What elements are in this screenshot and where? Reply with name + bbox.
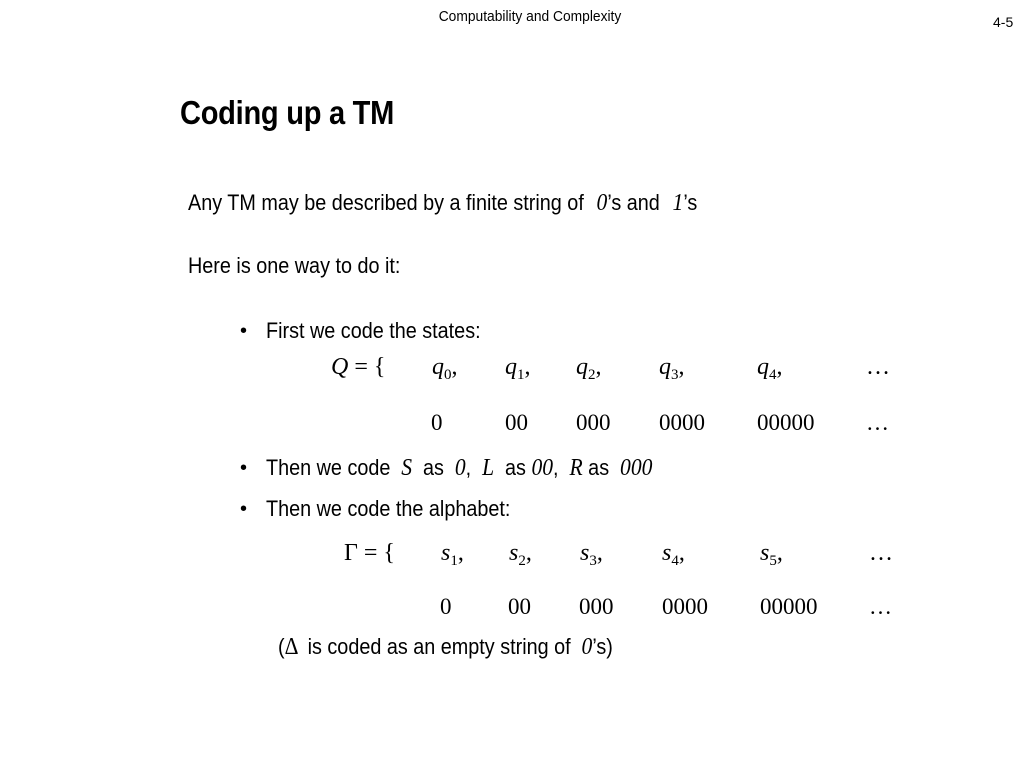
state-code: 00 (505, 410, 528, 435)
alphabet-codes-ellipsis: … (869, 594, 892, 619)
alphabet-code: 00 (508, 594, 531, 619)
header-title: Computability and Complexity (438, 8, 622, 25)
alphabet-equals-brace: = { (363, 540, 395, 566)
intro-mid: ’s and (607, 190, 660, 215)
alphabet-code: 0000 (662, 594, 708, 619)
states-equals-brace: = { (354, 354, 386, 380)
alphabet-equation (344, 540, 395, 567)
states-ellipsis: … (866, 354, 890, 380)
intro-line-2: Here is one way to do it: (188, 253, 401, 278)
alphabet-ellipsis: … (869, 540, 893, 566)
delta-symbol: Δ (284, 634, 299, 660)
move-S: S (401, 455, 413, 481)
symbol-s2: $s_2$, (509, 540, 532, 569)
state-q2: $q_2$, (576, 354, 602, 383)
bullet-marker: • (240, 498, 248, 520)
slide-title: Coding up a TM (180, 94, 395, 131)
bullet-states: First we code the states: (266, 318, 481, 343)
state-code: 00000 (757, 410, 815, 435)
move-R-code: 000 (620, 455, 653, 481)
state-q1: $q_1$, (505, 354, 531, 383)
bullet-alphabet: Then we code the alphabet: (266, 496, 511, 521)
state-q3: $q_3$, (659, 354, 685, 383)
alphabet-code: 00000 (760, 594, 818, 619)
alphabet-symbol: Γ (344, 540, 358, 566)
symbol-one: 1 (672, 190, 684, 216)
states-symbol: Q (331, 354, 349, 380)
blank-note: (Δ is coded as an empty string of 0’s) (278, 634, 613, 660)
intro-suffix: ’s (683, 190, 698, 215)
bullet-marker: • (240, 320, 248, 342)
page-number: 4-5 (993, 14, 1014, 30)
symbol-zero: 0 (596, 190, 608, 216)
state-code: 0000 (659, 410, 705, 435)
move-S-code: 0 (454, 455, 466, 481)
note-symbol-zero: 0 (581, 634, 593, 660)
alphabet-code: 0 (440, 594, 452, 619)
state-code: 000 (576, 410, 611, 435)
symbol-s5: $s_5$, (760, 540, 783, 569)
state-codes-ellipsis: … (866, 410, 889, 435)
symbol-s4: $s_4$, (662, 540, 685, 569)
state-code: 0 (431, 410, 443, 435)
bullet-moves: Then we code S as 0, L as 00, R as 000 (266, 455, 653, 481)
move-R: R (569, 455, 583, 481)
state-q4: $q_4$, (757, 354, 783, 383)
move-L-code: 00 (531, 455, 554, 481)
bullet-marker: • (240, 457, 248, 479)
state-q0: $q_0$, (432, 354, 458, 383)
intro-prefix: Any TM may be described by a finite string of (188, 190, 584, 215)
symbol-s3: $s_3$, (580, 540, 603, 569)
symbol-s1: $s_1$, (441, 540, 464, 569)
states-equation (331, 354, 385, 381)
intro-line (188, 190, 697, 217)
move-L: L (482, 455, 495, 481)
alphabet-code: 000 (579, 594, 614, 619)
